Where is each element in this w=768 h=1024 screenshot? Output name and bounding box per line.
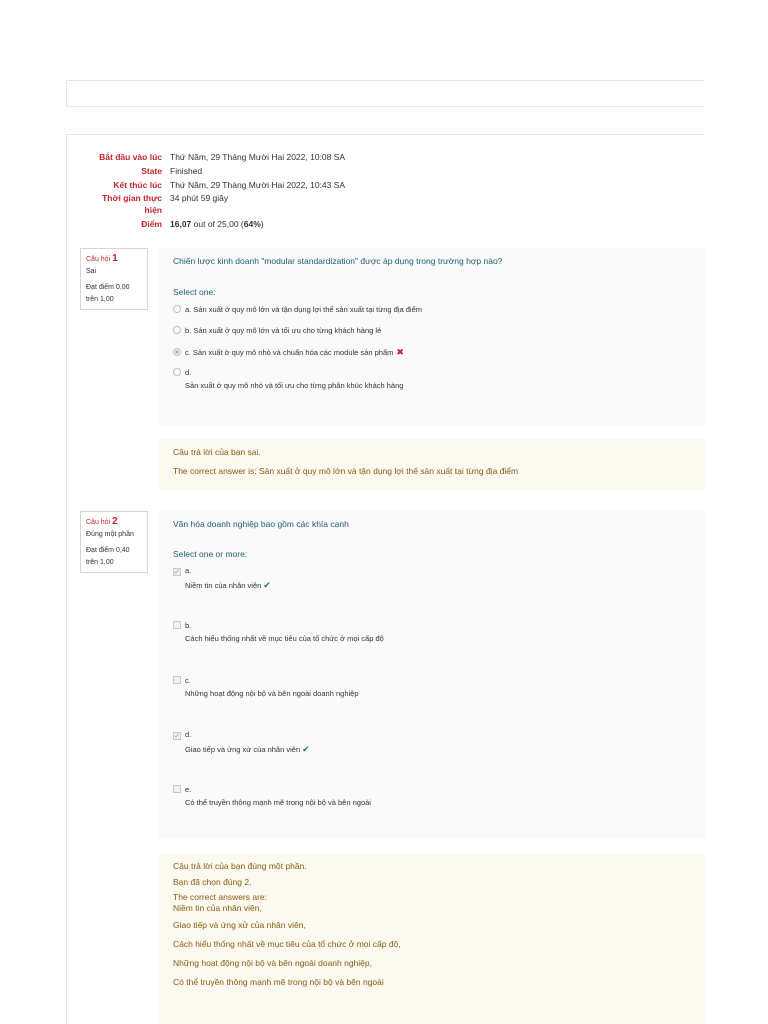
question-1-option-c[interactable] — [173, 347, 404, 358]
started-label: Bắt đầu vào lúc — [99, 152, 162, 162]
quiz-review-panel — [66, 134, 704, 1024]
top-navigation-box — [66, 80, 704, 107]
state-value: Finished — [170, 166, 203, 176]
question-2-content — [159, 511, 705, 839]
started-value: Thứ Năm, 29 Tháng Mười Hai 2022, 10:08 SA — [170, 152, 346, 162]
question-1-num: 1 — [112, 253, 118, 264]
option-d-label: Giao tiếp và ứng xử của nhân viên — [185, 745, 301, 754]
option-b-label: b. Sản xuất ở quy mô lớn và tối ưu cho từng khách hàng lẻ — [185, 326, 382, 335]
question-1-mark-line1: Đạt điểm 0,00 — [86, 284, 130, 291]
radio-button[interactable] — [173, 368, 181, 376]
completed-value: Thứ Năm, 29 Tháng Mười Hai 2022, 10:43 SA — [170, 180, 346, 190]
attempt-summary-table — [67, 150, 487, 231]
question-2-feedback-count: Bạn đã chọn đúng 2. — [173, 877, 252, 887]
question-1-feedback — [159, 439, 705, 491]
question-2-option-b[interactable] — [173, 621, 384, 643]
checkbox[interactable] — [173, 621, 181, 629]
radio-button[interactable] — [173, 326, 181, 334]
question-2-option-e[interactable] — [173, 785, 371, 807]
option-e-letter: e. — [185, 785, 192, 794]
check-mark-icon: ✔ — [302, 744, 310, 754]
correct-answer-item: Giao tiếp và ứng xử của nhân viên, — [173, 920, 306, 930]
correct-answer-item: Niềm tin của nhân viên, — [173, 903, 262, 913]
question-1-option-b[interactable] — [173, 326, 381, 335]
question-2-num: 2 — [112, 516, 118, 527]
state-label: State — [141, 166, 162, 176]
radio-button[interactable] — [173, 305, 181, 313]
question-2-label: Câu hỏi — [86, 519, 111, 526]
option-b-label: Cách hiểu thống nhất về mục tiêu của tổ chức ở mọi cấp độ — [185, 634, 384, 643]
question-2-option-c[interactable] — [173, 676, 359, 698]
question-2-feedback-result: Câu trả lời của bạn đúng một phần. — [173, 861, 307, 871]
question-1-info — [80, 248, 148, 310]
correct-answer-item: Cách hiểu thống nhất về mục tiêu của tổ chức ở mọi cấp độ, — [173, 939, 401, 949]
grade-close: ) — [260, 219, 264, 229]
option-e-label: Có thể truyền thông mạnh mẽ trong nội bộ và bên ngoài — [185, 798, 371, 807]
question-2-prompt: Select one or more: — [173, 549, 248, 559]
summary-row-time-taken — [67, 192, 487, 216]
checkbox[interactable] — [173, 785, 181, 793]
grade-percent: 64% — [243, 219, 261, 229]
grade-out-of: out of 25,00 ( — [191, 219, 244, 229]
check-mark-icon: ✔ — [263, 580, 271, 590]
radio-button-selected[interactable] — [173, 348, 181, 356]
option-d-label: Sản xuất ở quy mô nhỏ và tối ưu cho từng phân khúc khách hàng — [185, 381, 404, 390]
question-2-info — [80, 511, 148, 573]
checkbox-checked[interactable]: ✓ — [174, 569, 180, 576]
correct-answer-item: Có thể truyền thông mạnh mẽ trong nội bộ và bên ngoài — [173, 977, 384, 987]
time-taken-label — [67, 192, 170, 216]
summary-row-completed — [67, 178, 487, 192]
option-d-text — [173, 744, 310, 755]
question-1-content — [159, 248, 705, 425]
checkbox-checked[interactable]: ✓ — [174, 733, 180, 740]
question-2-correct-answers-label: The correct answers are: — [173, 892, 268, 902]
question-2-status: Đúng một phần — [86, 531, 134, 538]
option-c-label: c. Sản xuất ở quy mô nhỏ và chuẩn hóa các module sản phẩm — [185, 348, 394, 357]
question-2-option-d[interactable] — [173, 730, 310, 755]
summary-row-state — [67, 164, 487, 178]
question-1-number — [86, 253, 142, 266]
question-1-text: Chiến lược kinh doanh "modular standardization" được áp dụng trong trường hợp nào? — [173, 256, 503, 266]
summary-row-grade — [67, 217, 487, 231]
time-taken-label-line1: Thời gian thực — [102, 193, 162, 203]
checkbox[interactable] — [173, 676, 181, 684]
question-1-status: Sai — [86, 268, 97, 275]
option-c-letter: c. — [185, 676, 191, 685]
grade-score: 16,07 — [170, 219, 192, 229]
option-a-text — [173, 580, 271, 591]
question-1-option-a[interactable] — [173, 305, 422, 314]
time-taken-label-line2: hiện — [144, 205, 162, 215]
question-2-feedback — [159, 853, 705, 1024]
question-2-option-a[interactable] — [173, 566, 271, 591]
option-d-letter: d. — [185, 730, 192, 739]
option-d-letter: d. — [185, 368, 192, 377]
x-mark-icon: ✖ — [396, 347, 404, 357]
question-1-correct-answer: The correct answer is: Sản xuất ở quy mô lớn và tận dụng lợi thế sản xuất tại từng địa điểm — [173, 466, 519, 476]
option-b-letter: b. — [185, 621, 192, 630]
question-2-mark-line1: Đạt điểm 0,40 — [86, 547, 130, 554]
summary-row-started — [67, 150, 487, 164]
time-taken-value: 34 phút 59 giây — [170, 193, 229, 203]
completed-label: Kết thúc lúc — [113, 180, 162, 190]
question-1-mark-line2: trên 1,00 — [86, 296, 114, 303]
option-a-label: a. Sản xuất ở quy mô lớn và tận dụng lợi thế sản xuất tại từng địa điểm — [185, 305, 422, 314]
option-a-letter: a. — [185, 566, 192, 575]
question-1-label: Câu hỏi — [86, 256, 111, 263]
grade-label: Điểm — [141, 219, 162, 229]
question-1-prompt: Select one: — [173, 287, 216, 297]
correct-answer-item: Những hoạt động nội bộ và bên ngoài doanh nghiệp, — [173, 958, 372, 968]
option-a-label: Niềm tin của nhân viên — [185, 581, 262, 590]
question-2-number — [86, 516, 142, 529]
grade-value — [170, 217, 487, 231]
question-2-mark-line2: trên 1,00 — [86, 559, 114, 566]
question-2-text: Văn hóa doanh nghiệp bao gồm các khía cạnh — [173, 519, 349, 529]
question-1-option-d[interactable] — [173, 368, 403, 390]
question-1-feedback-result: Câu trả lời của bạn sai. — [173, 447, 261, 457]
option-c-label: Những hoạt động nội bộ và bên ngoài doanh nghiệp — [185, 689, 359, 698]
